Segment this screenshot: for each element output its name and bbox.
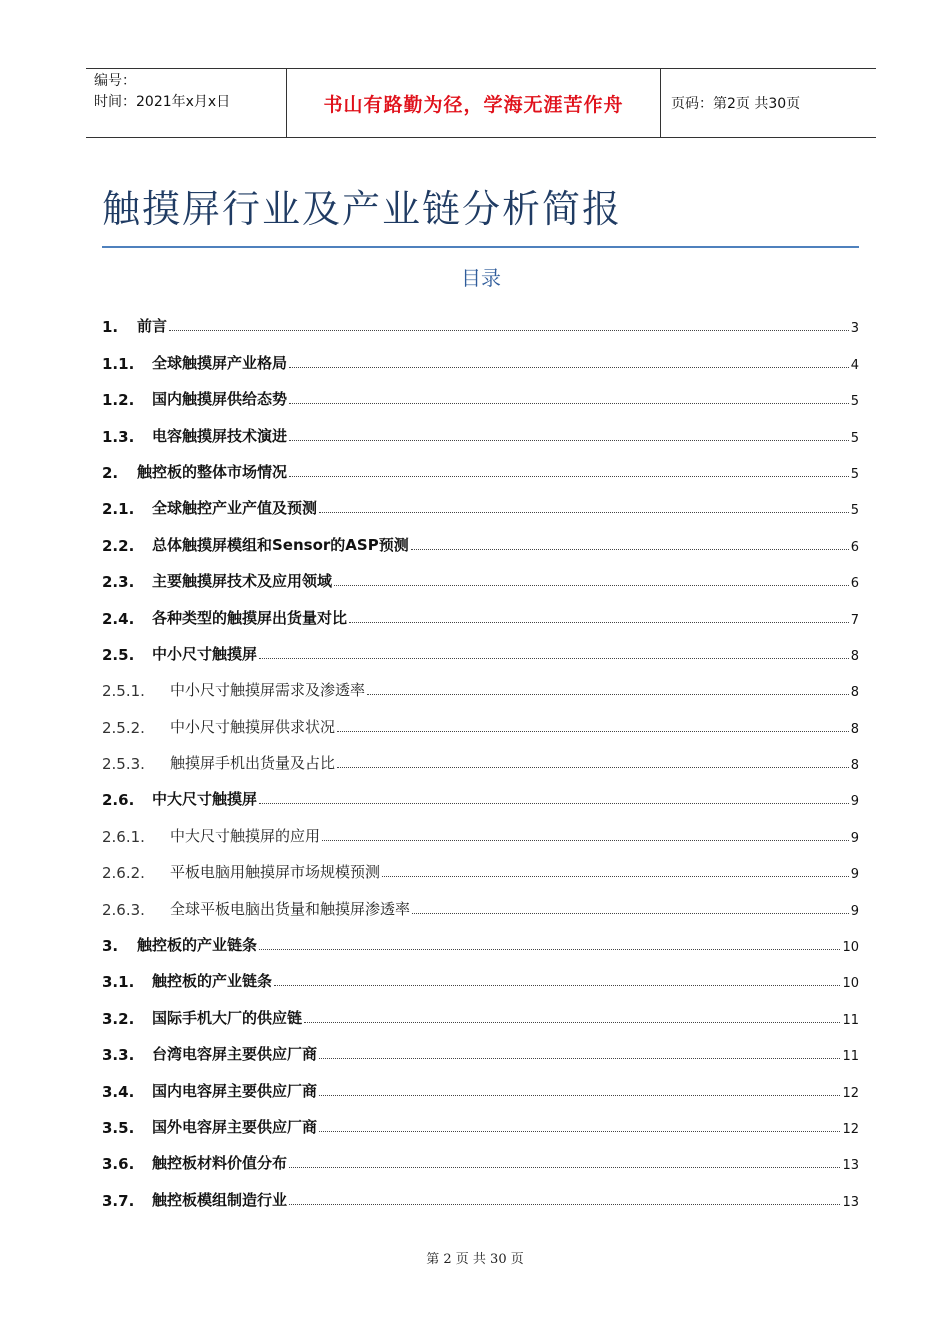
toc-entry-title: 全球平板电脑出货量和触摸屏渗透率 bbox=[170, 899, 411, 918]
toc-entry-title: 电容触摸屏技术演进 bbox=[152, 426, 288, 445]
toc-entry-title: 国外电容屏主要供应厂商 bbox=[152, 1117, 318, 1136]
toc-entry-number: 3.6. bbox=[102, 1155, 135, 1174]
toc-entry-number: 3.1. bbox=[102, 973, 135, 992]
toc-entry[interactable] bbox=[102, 737, 859, 773]
toc-entry-title: 触控板的整体市场情况 bbox=[137, 462, 288, 481]
toc-entry[interactable] bbox=[102, 591, 859, 627]
toc-dot-leader bbox=[337, 731, 849, 732]
toc-entry[interactable] bbox=[102, 518, 859, 554]
toc-entry-page: 7 bbox=[850, 612, 859, 628]
toc-entry-title: 全球触控产业产值及预测 bbox=[152, 499, 318, 518]
toc-entry-page: 6 bbox=[850, 576, 859, 592]
toc-dot-leader bbox=[274, 985, 840, 986]
toc-dot-leader bbox=[412, 913, 849, 914]
toc-entry-title: 触控板材料价值分布 bbox=[152, 1154, 288, 1173]
toc-entry-number: 2.5.2. bbox=[102, 718, 145, 737]
toc-entry-number: 1. bbox=[102, 318, 119, 337]
toc-entry[interactable] bbox=[102, 300, 859, 336]
toc-dot-leader bbox=[319, 1131, 840, 1132]
toc-entry-page: 12 bbox=[842, 1085, 859, 1101]
toc-dot-leader bbox=[367, 694, 849, 695]
toc-entry-page: 8 bbox=[850, 648, 859, 664]
toc-entry-number: 2.2. bbox=[102, 536, 135, 555]
toc-entry-page: 5 bbox=[850, 466, 859, 482]
toc-entry-page: 6 bbox=[850, 539, 859, 555]
toc-entry[interactable] bbox=[102, 482, 859, 518]
toc-dot-leader bbox=[289, 367, 849, 368]
toc-dot-leader bbox=[289, 440, 849, 441]
toc-entry-number: 2.3. bbox=[102, 573, 135, 592]
toc-entry[interactable] bbox=[102, 991, 859, 1027]
page-footer: 第 2 页 共 30 页 bbox=[426, 1252, 524, 1267]
toc-entry-title: 全球触摸屏产业格局 bbox=[152, 353, 288, 372]
toc-entry-number: 3.2. bbox=[102, 1009, 135, 1028]
toc-entry[interactable] bbox=[102, 700, 859, 736]
toc-entry-title: 台湾电容屏主要供应厂商 bbox=[152, 1045, 318, 1064]
toc-entry-number: 2.4. bbox=[102, 609, 135, 628]
toc-entry-number: 2.6. bbox=[102, 791, 135, 810]
toc-entry-number: 2.6.2. bbox=[102, 864, 145, 883]
toc-entry[interactable] bbox=[102, 1173, 859, 1209]
toc-entry-page: 8 bbox=[850, 685, 859, 701]
toc-entry-title: 国内触摸屏供给态势 bbox=[152, 390, 288, 409]
toc-entry[interactable] bbox=[102, 919, 859, 955]
toc-dot-leader bbox=[322, 840, 849, 841]
toc-entry-page: 8 bbox=[850, 758, 859, 774]
toc-entry-title: 主要触摸屏技术及应用领域 bbox=[152, 572, 333, 591]
toc-entry[interactable] bbox=[102, 1137, 859, 1173]
toc-dot-leader bbox=[289, 476, 849, 477]
toc-entry-number: 1.2. bbox=[102, 391, 135, 410]
title-divider bbox=[102, 246, 859, 248]
toc-entry-number: 2.5.1. bbox=[102, 682, 145, 701]
toc-entry-number: 3. bbox=[102, 937, 119, 956]
toc-entry-page: 9 bbox=[850, 794, 859, 810]
toc-entry-page: 4 bbox=[850, 357, 859, 373]
toc-entry-title: 触控板模组制造行业 bbox=[152, 1190, 288, 1209]
toc-entry-number: 2. bbox=[102, 463, 119, 482]
toc-entry-page: 5 bbox=[850, 430, 859, 446]
toc-entry-page: 10 bbox=[842, 976, 859, 992]
toc-entry-title: 触控板的产业链条 bbox=[137, 936, 258, 955]
toc-entry[interactable] bbox=[102, 955, 859, 991]
toc-dot-leader bbox=[319, 1058, 840, 1059]
toc-entry-page: 8 bbox=[850, 721, 859, 737]
toc-entry[interactable] bbox=[102, 882, 859, 918]
table-of-contents bbox=[102, 300, 859, 1210]
toc-entry[interactable] bbox=[102, 809, 859, 845]
toc-entry-number: 1.1. bbox=[102, 354, 135, 373]
toc-entry-page: 9 bbox=[850, 903, 859, 919]
toc-entry-title: 国际手机大厂的供应链 bbox=[152, 1008, 303, 1027]
toc-entry-page: 10 bbox=[842, 940, 859, 956]
toc-entry-page: 11 bbox=[842, 1012, 859, 1028]
page-header bbox=[86, 68, 876, 138]
toc-entry-title: 国内电容屏主要供应厂商 bbox=[152, 1081, 318, 1100]
toc-entry-number: 2.5.3. bbox=[102, 755, 145, 774]
code-label: 编号： bbox=[94, 73, 136, 89]
time-label: 时间：2021年x月x日 bbox=[94, 94, 231, 110]
toc-entry-title: 触摸屏手机出货量及占比 bbox=[170, 754, 336, 773]
toc-entry-number: 3.5. bbox=[102, 1118, 135, 1137]
toc-entry-page: 9 bbox=[850, 830, 859, 846]
toc-dot-leader bbox=[304, 1022, 840, 1023]
toc-entry[interactable] bbox=[102, 555, 859, 591]
toc-entry-title: 各种类型的触摸屏出货量对比 bbox=[152, 608, 348, 627]
toc-entry-page: 12 bbox=[842, 1121, 859, 1137]
toc-dot-leader bbox=[382, 876, 849, 877]
toc-entry-page: 13 bbox=[842, 1194, 859, 1210]
toc-entry-number: 3.4. bbox=[102, 1082, 135, 1101]
toc-entry-page: 9 bbox=[850, 867, 859, 883]
toc-dot-leader bbox=[259, 803, 849, 804]
toc-entry-page: 5 bbox=[850, 394, 859, 410]
toc-entry-title: 中小尺寸触摸屏需求及渗透率 bbox=[170, 681, 366, 700]
toc-entry[interactable] bbox=[102, 336, 859, 372]
toc-dot-leader bbox=[289, 1204, 840, 1205]
toc-entry-title: 平板电脑用触摸屏市场规模预测 bbox=[170, 863, 381, 882]
header-motto: 书山有路勤为径，学海无涯苦作舟 bbox=[287, 69, 661, 137]
toc-dot-leader bbox=[411, 549, 849, 550]
toc-entry[interactable] bbox=[102, 373, 859, 409]
toc-entry[interactable] bbox=[102, 409, 859, 445]
toc-entry-number: 3.7. bbox=[102, 1191, 135, 1210]
toc-entry[interactable] bbox=[102, 1101, 859, 1137]
toc-entry[interactable] bbox=[102, 446, 859, 482]
toc-entry-number: 2.6.3. bbox=[102, 900, 145, 919]
toc-entry[interactable] bbox=[102, 1028, 859, 1064]
toc-heading: 目录 bbox=[461, 266, 501, 290]
toc-dot-leader bbox=[169, 330, 849, 331]
toc-entry-title: 中大尺寸触摸屏 bbox=[152, 790, 258, 809]
toc-dot-leader bbox=[334, 585, 849, 586]
toc-entry[interactable] bbox=[102, 773, 859, 809]
toc-entry-number: 1.3. bbox=[102, 427, 135, 446]
toc-entry[interactable] bbox=[102, 628, 859, 664]
toc-entry-number: 3.3. bbox=[102, 1046, 135, 1065]
toc-dot-leader bbox=[349, 622, 849, 623]
toc-dot-leader bbox=[337, 767, 849, 768]
document-title: 触摸屏行业及产业链分析简报 bbox=[102, 187, 623, 231]
toc-dot-leader bbox=[319, 1095, 840, 1096]
toc-entry-page: 3 bbox=[850, 321, 859, 337]
toc-entry-title: 前言 bbox=[137, 317, 168, 336]
toc-entry-page: 11 bbox=[842, 1049, 859, 1065]
toc-entry[interactable] bbox=[102, 664, 859, 700]
toc-entry-title: 中小尺寸触摸屏供求状况 bbox=[170, 717, 336, 736]
toc-dot-leader bbox=[289, 403, 849, 404]
toc-entry[interactable] bbox=[102, 846, 859, 882]
toc-dot-leader bbox=[289, 1167, 840, 1168]
toc-entry-title: 中小尺寸触摸屏 bbox=[152, 644, 258, 663]
toc-entry-title: 总体触摸屏模组和Sensor的ASP预测 bbox=[152, 535, 409, 554]
toc-entry-page: 13 bbox=[842, 1158, 859, 1174]
toc-entry-number: 2.6.1. bbox=[102, 827, 145, 846]
header-meta bbox=[86, 69, 287, 137]
toc-entry-number: 2.1. bbox=[102, 500, 135, 519]
toc-entry[interactable] bbox=[102, 1064, 859, 1100]
toc-entry-title: 中大尺寸触摸屏的应用 bbox=[170, 826, 321, 845]
header-page-label: 页码：第2页 共30页 bbox=[671, 96, 801, 112]
toc-dot-leader bbox=[259, 658, 849, 659]
toc-entry-title: 触控板的产业链条 bbox=[152, 972, 273, 991]
toc-entry-page: 5 bbox=[850, 503, 859, 519]
toc-dot-leader bbox=[319, 512, 849, 513]
toc-entry-number: 2.5. bbox=[102, 645, 135, 664]
toc-dot-leader bbox=[259, 949, 840, 950]
